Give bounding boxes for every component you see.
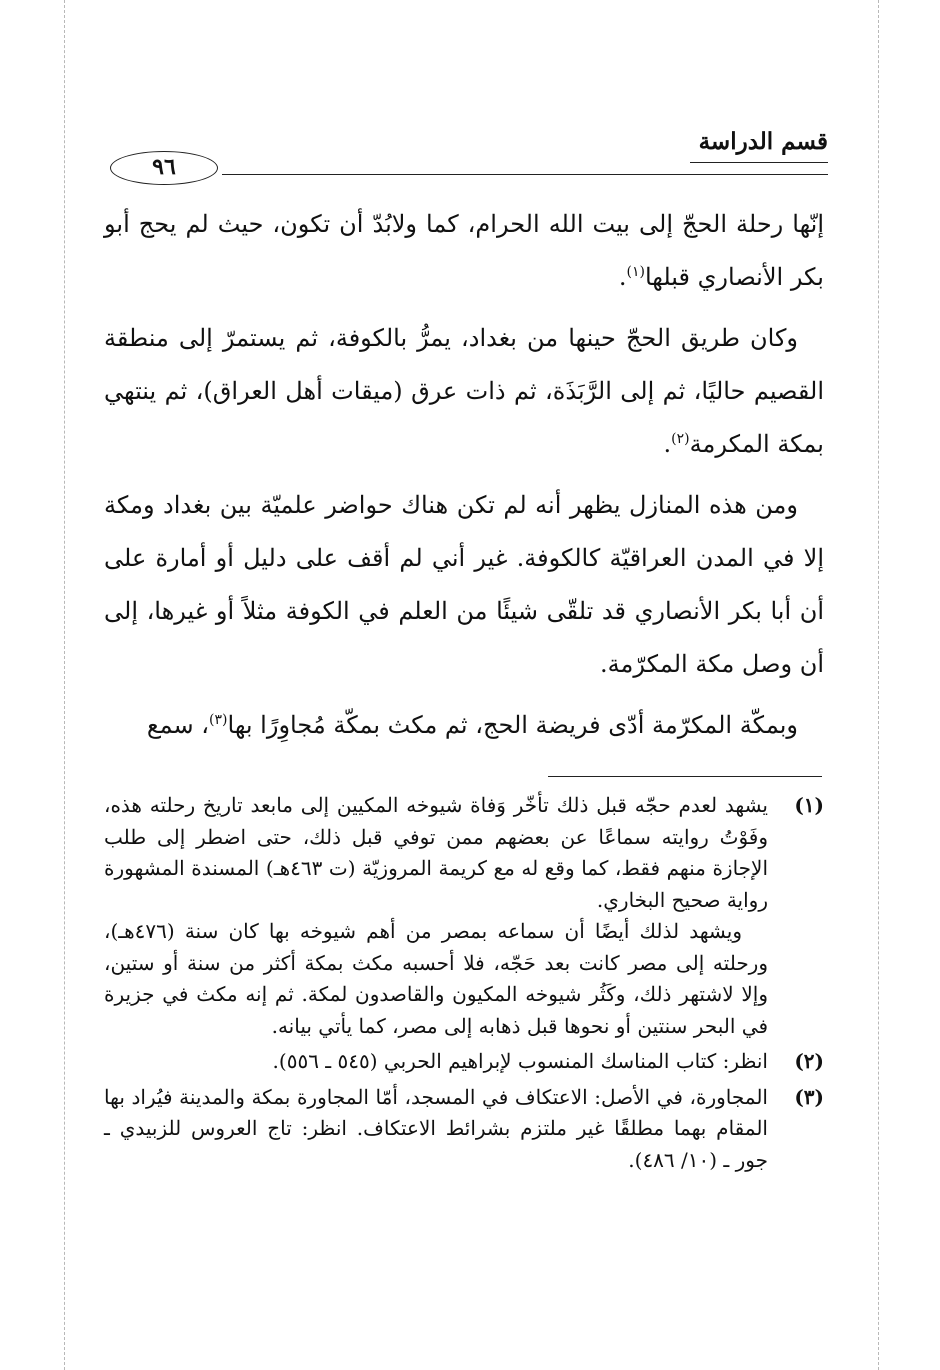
footnote-reference: (٢) — [671, 431, 690, 447]
footnote-text: يشهد لعدم حجّه قبل ذلك تأخّر وَفاة شيوخه المكيين إلى مابعد تاريخ رحلته هذه، وفَوْتُ روايته سماعًا عن بعضهم ممن توفي قبل ذلك، حتى اضطر إلى طلب الإجازة منهم فقط، كما وقع له مع كريمة المروزيّة (ت ٤٦٣هـ) المسندة المشهورة رواية صحيح البخاري. — [104, 793, 768, 912]
footnote-text: المجاورة، في الأصل: الاعتكاف في المسجد، أمّا المجاورة بمكة والمدينة فيُراد بها المقام بهما مطلقًا غير ملتزم بشرائط الاعتكاف. انظر: تاج العروس للزبيدي ـ جور ـ (١٠/ ٤٨٦). — [104, 1084, 768, 1172]
paragraph-2 — [104, 312, 824, 471]
paragraph-text: إنّها رحلة الحجّ إلى بيت الله الحرام، كما ولابُدّ أن تكون، حيث لم يحج أبو بكر الأنصاري قبلها — [104, 210, 824, 291]
paragraph-1 — [104, 198, 824, 304]
paragraph-text: وكان طريق الحجّ حينها من بغداد، يمرُّ بالكوفة، ثم يستمرّ إلى منطقة القصيم حاليًا، ثم إلى الرَّبَذَة، ثم ذات عرق (ميقات أهل العراق)، ثم ينتهي بمكة المكرمة — [104, 324, 824, 458]
main-text — [104, 198, 824, 760]
paragraph-text: ومن هذه المنازل يظهر أنه لم تكن هناك حواضر علميّة بين بغداد ومكة إلا في المدن العراقيّة كالكوفة. غير أني لم أقف على دليل أو أمارة على أن أبا بكر الأنصاري قد تلقّى شيئًا من العلم في الكوفة مثلاً أو غيرها، إلى أن وصل مكة المكرّمة. — [104, 491, 824, 678]
footnote-number: (٢) — [794, 1049, 824, 1073]
footnote-1 — [104, 790, 824, 1042]
paragraph-text: وبمكّة المكرّمة أدّى فريضة الحج، ثم مكث بمكّة مُجاوِرًا بها — [227, 711, 798, 739]
section-title: قسم الدراسة — [698, 128, 828, 155]
scan-edge-left — [64, 0, 65, 1370]
paragraph-4 — [104, 699, 824, 752]
footnote-separator — [548, 776, 822, 777]
footnote-number: (٣) — [794, 1084, 824, 1109]
scan-edge-right — [878, 0, 879, 1370]
section-title-underline — [690, 162, 828, 163]
footnote-reference: (٣) — [209, 712, 228, 728]
page-number: ٩٦ — [110, 151, 218, 185]
footnote-number: (١) — [794, 793, 824, 817]
paragraph-tail: . — [618, 263, 627, 291]
footnotes — [104, 790, 824, 1180]
paragraph-tail: . — [663, 430, 672, 458]
header-rule — [222, 174, 828, 175]
footnote-continuation: ويشهد لذلك أيضًا أن سماعه بمصر من أهم شيوخه بها كان سنة (٤٧٦هـ)، ورحلته إلى مصر كانت بعد حَجّه، فلا أحسبه مكث بمكة أكثر من سنة أو ستين، وإلا لاشتهر ذلك، وكَثُر شيوخه المكيون والقاصدون لمكة. ثم إنه مكث في جزيرة في البحر سنتين أو نحوها قبل ذهابه إلى مصر، كما يأتي بيانه. — [104, 919, 768, 1038]
footnote-3 — [104, 1082, 824, 1177]
footnote-reference: (١) — [626, 264, 645, 280]
footnote-2 — [104, 1046, 824, 1078]
page-header — [104, 122, 828, 182]
paragraph-3 — [104, 479, 824, 691]
footnote-text: انظر: كتاب المناسك المنسوب لإبراهيم الحربي (٥٤٥ ـ ٥٥٦). — [272, 1049, 768, 1073]
paragraph-tail: ، سمع — [146, 711, 210, 739]
